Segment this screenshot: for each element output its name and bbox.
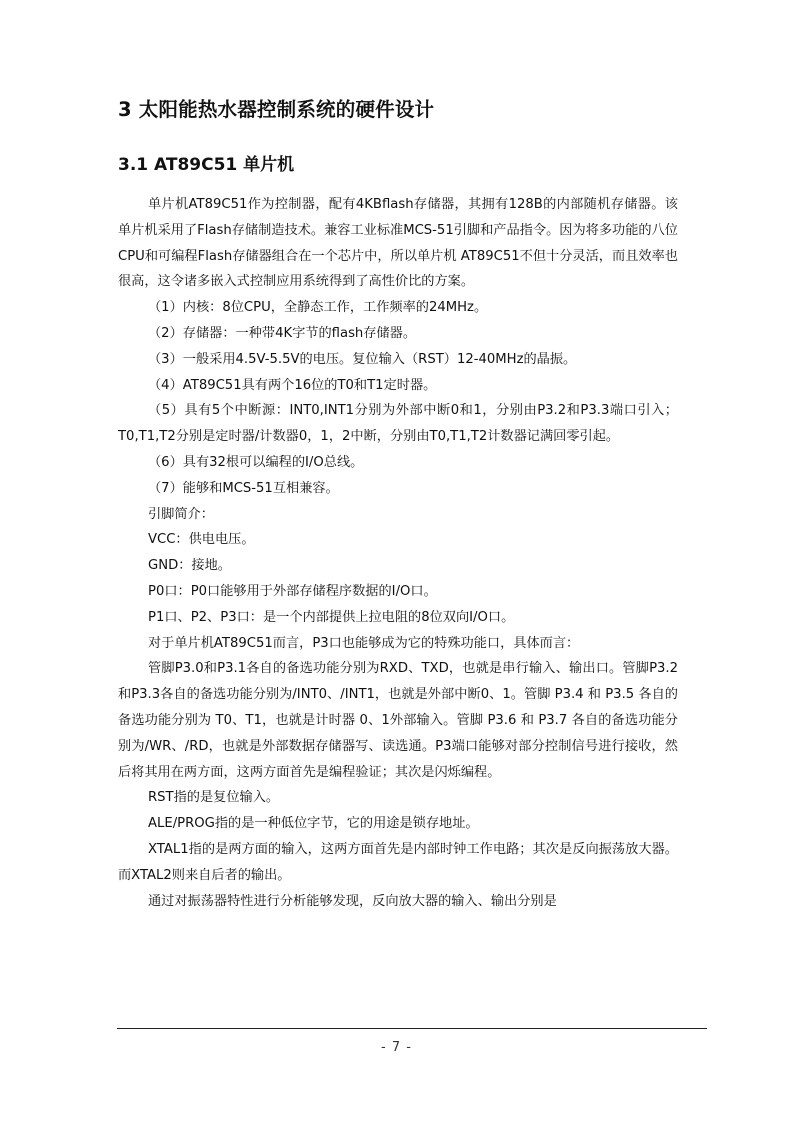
paragraph-feature-4: （4）AT89C51具有两个16位的T0和T1定时器。 <box>148 377 437 393</box>
paragraph-pin-intro: 引脚简介： <box>148 506 214 522</box>
paragraph-p0: P0口：P0口能够用于外部存储程序数据的I/O口。 <box>148 583 437 599</box>
footer-divider <box>117 1028 707 1029</box>
paragraph-p3-pins: 管脚P3.0和P3.1各自的备选功能分别为RXD、TXD，也就是串行输入、输出口。管脚P3.2和P3.3各自的备选功能分别为/INT0、/INT1，也就是外部中断0、1。管脚 P3.4 和 P3.5 各自的备选功能分别为 T0、T1，也就是计时器 0、1外部输入。管脚 P3.6 和 P3.7 各自的备选功能分别为/WR、/RD，也就是外部数据存储器写、读选通。P3端口能够对部分控制信号进行接收，然后将其用在两方面，这两方面首先是编程验证；其次是闪烁编程。 <box>118 661 678 780</box>
paragraph-feature-7: （7）能够和MCS-51互相兼容。 <box>148 480 339 496</box>
paragraph-feature-3: （3）一般采用4.5V-5.5V的电压。复位输入（RST）12-40MHz的晶振。 <box>148 351 577 367</box>
body-text <box>118 192 678 914</box>
section-title: 3.1 AT89C51 单片机 <box>118 155 295 175</box>
paragraph-oscillator: 通过对振荡器特性进行分析能够发现，反向放大器的输入、输出分别是 <box>148 893 557 909</box>
paragraph-xtal: XTAL1指的是两方面的输入，这两方面首先是内部时钟工作电路；其次是反向振荡放大器。而XTAL2则来自后者的输出。 <box>118 841 678 883</box>
paragraph-feature-6: （6）具有32根可以编程的I/O总线。 <box>148 454 364 470</box>
chapter-title: 3 太阳能热水器控制系统的硬件设计 <box>118 98 435 121</box>
paragraph-feature-2: （2）存储器：一种带4K字节的flash存储器。 <box>148 325 417 341</box>
paragraph-p3-special: 对于单片机AT89C51而言，P3口也能够成为它的特殊功能口，具体而言： <box>148 635 580 651</box>
paragraph-rst: RST指的是复位输入。 <box>148 790 280 806</box>
paragraph-intro: 单片机AT89C51作为控制器，配有4KBflash存储器，其拥有128B的内部随机存储器。该单片机采用了Flash存储制造技术。兼容工业标准MCS-51引脚和产品指令。因为将多功能的八位CPU和可编程Flash存储器组合在一个芯片中，所以单片机 AT89C51不但十分灵活，而且效率也很高，这令诸多嵌入式控制应用系统得到了高性价比的方案。 <box>118 197 678 290</box>
paragraph-vcc: VCC：供电电压。 <box>148 532 255 548</box>
paragraph-feature-1: （1）内核：8位CPU，全静态工作，工作频率的24MHz。 <box>148 300 488 316</box>
paragraph-feature-5: （5）具有5个中断源：INT0,INT1分别为外部中断0和1，分别由P3.2和P3.3端口引入；T0,T1,T2分别是定时器/计数器0，1，2中断，分别由T0,T1,T2计数器记满回零引起。 <box>118 403 678 445</box>
paragraph-p1-p3: P1口、P2、P3口：是一个内部提供上拉电阻的8位双向I/O口。 <box>148 609 515 625</box>
page-number: - 7 - <box>381 1040 412 1055</box>
paragraph-gnd: GND：接地。 <box>148 558 231 574</box>
paragraph-ale: ALE/PROG指的是一种低位字节，它的用途是锁存地址。 <box>148 816 479 832</box>
